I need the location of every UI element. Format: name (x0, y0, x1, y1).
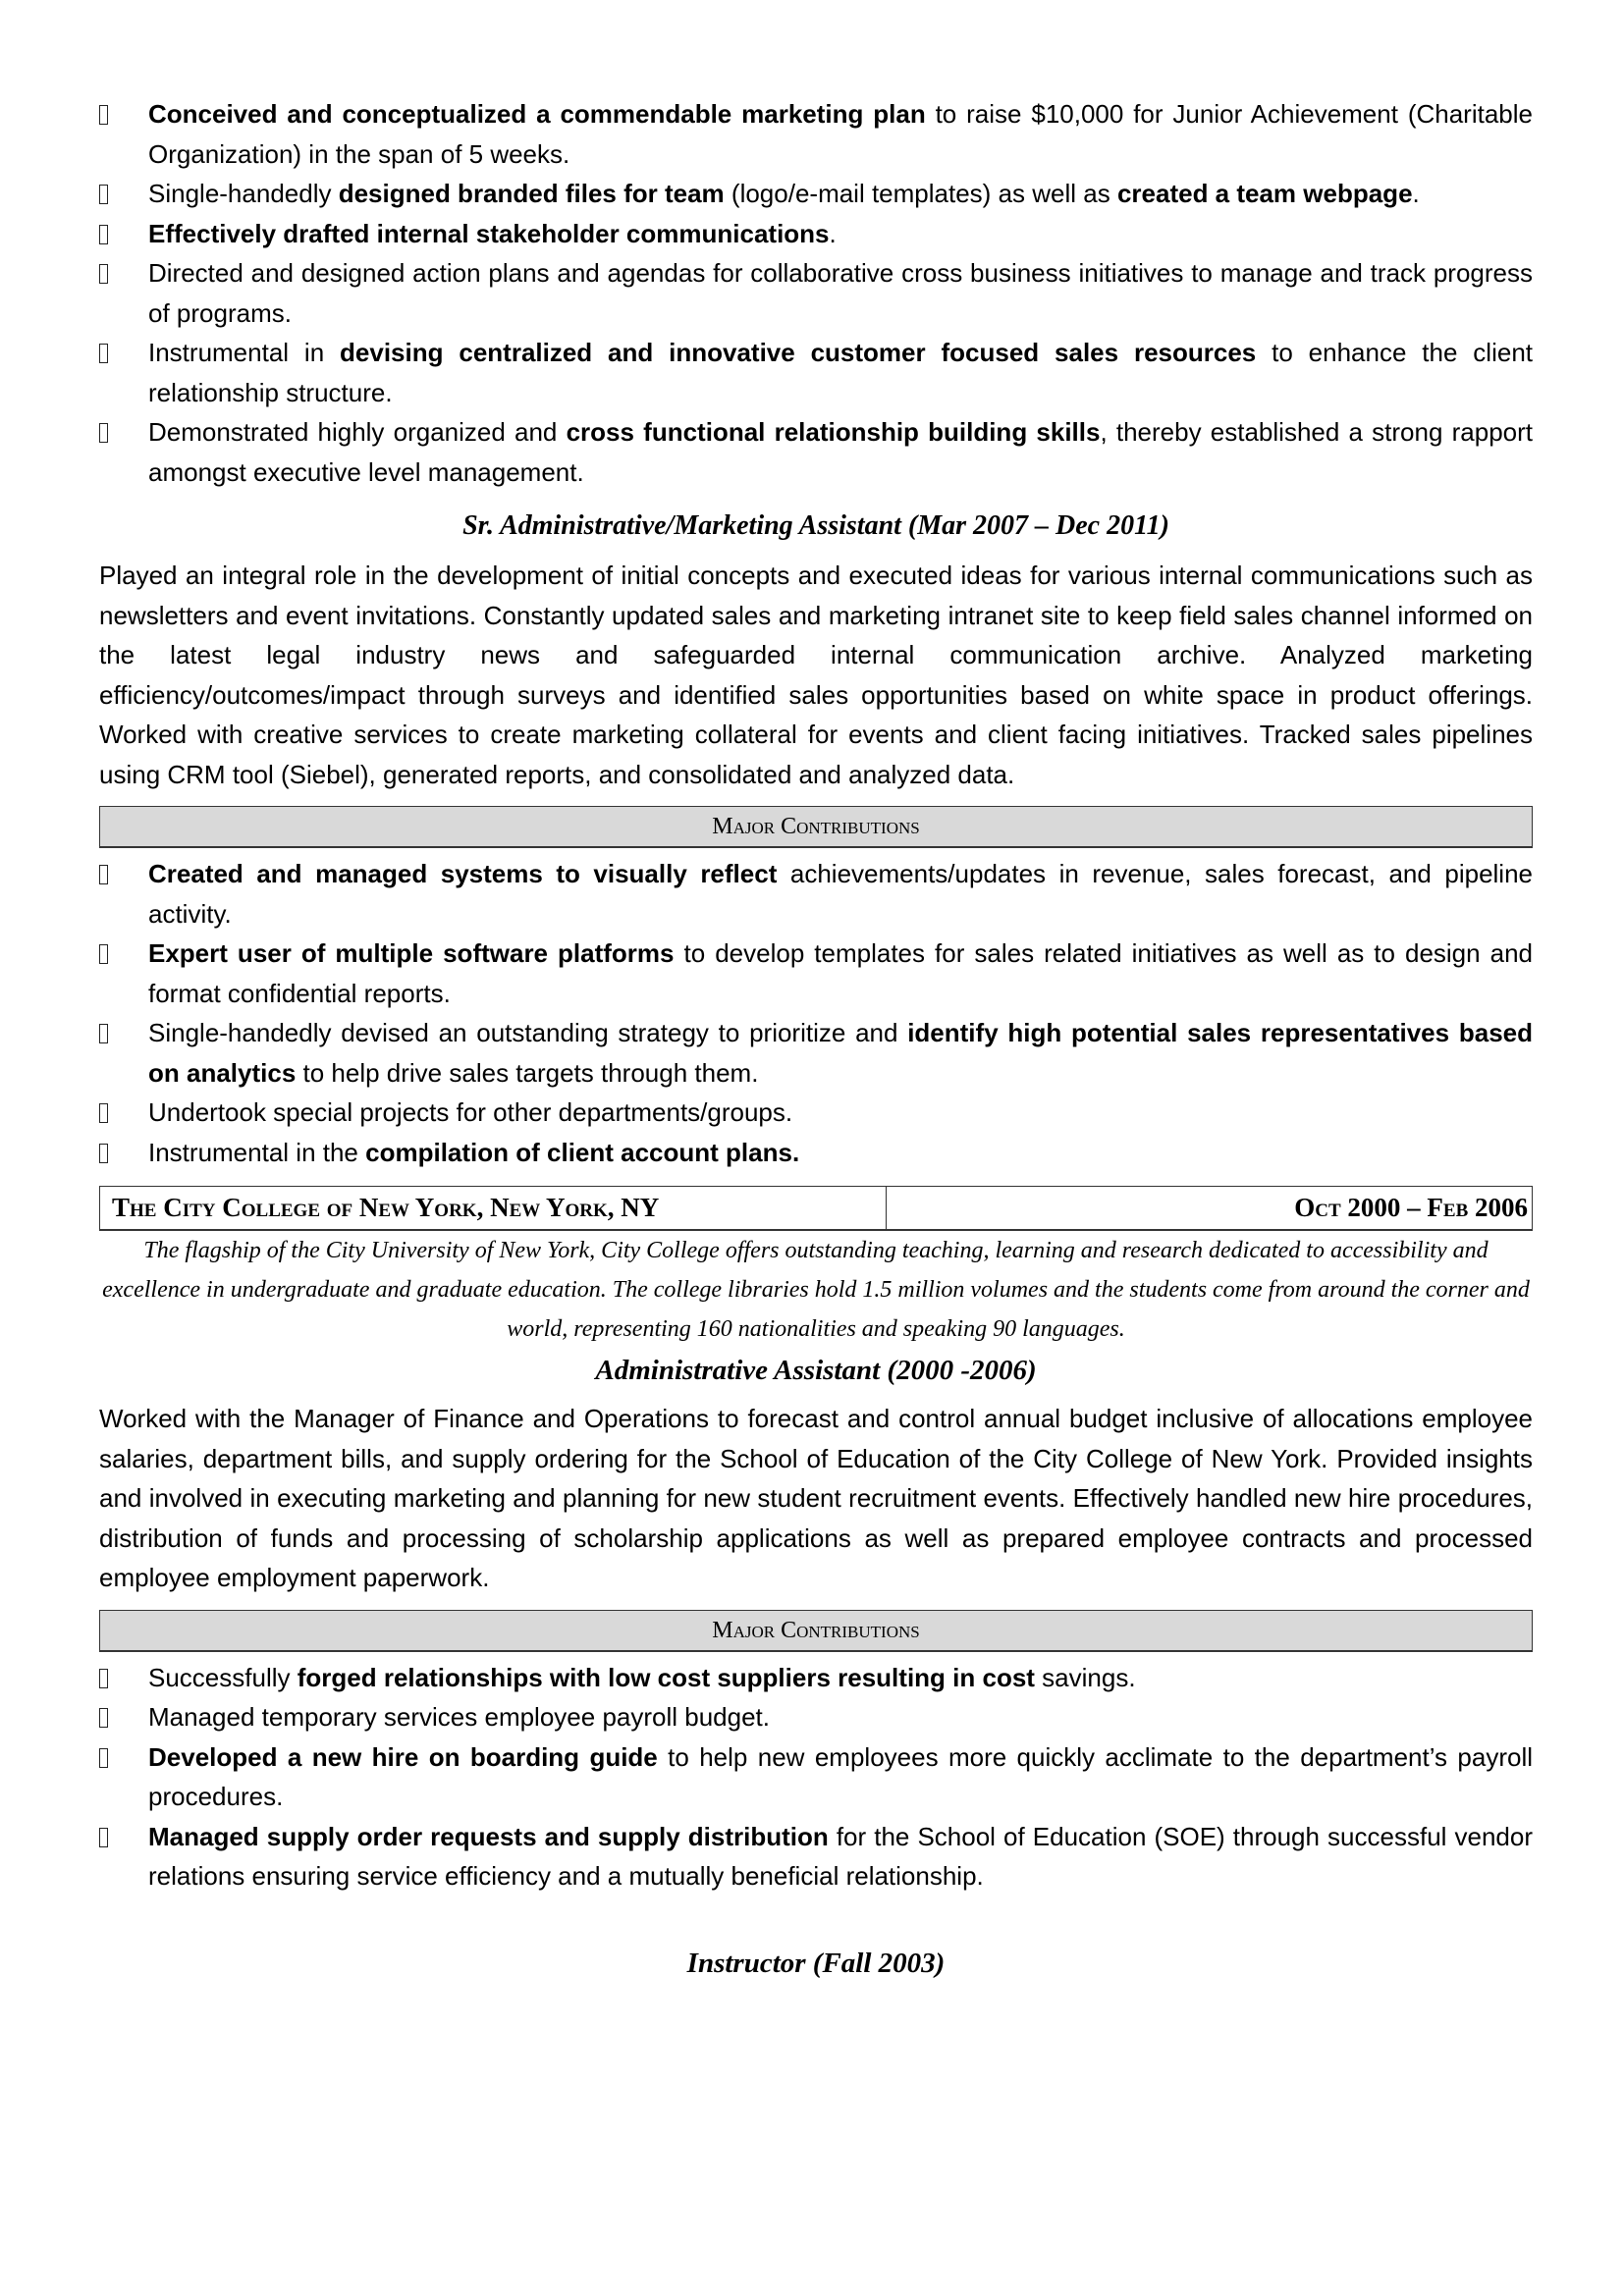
text: Managed temporary services employee payroll budget. (148, 1702, 771, 1732)
bullet-icon (99, 412, 148, 458)
bold-text: Effectively drafted internal stakeholder communications (148, 218, 830, 248)
role1-contributions-list (99, 94, 1533, 492)
text: to develop templates for sales related initiatives as well as to design and format confidential reports. (148, 938, 1533, 1008)
bold-text: designed branded files for team (338, 179, 725, 208)
list-item (99, 1013, 1533, 1093)
bold-text: Developed a new hire on boarding guide (148, 1741, 658, 1772)
list-item (99, 1658, 1533, 1698)
text: Directed and designed action plans and agendas for collaborative cross business initiatives to manage and track progress of programs. (148, 258, 1533, 328)
role2-contributions-list (99, 854, 1533, 1172)
bullet-icon (99, 854, 148, 900)
text: for the School of Education (SOE) through successful vendor relations ensuring service efficiency and a mutually beneficial relationship. (148, 1821, 1533, 1891)
list-item (99, 934, 1533, 1013)
bullet-icon (99, 1133, 148, 1179)
list-item (99, 94, 1533, 174)
list-item (99, 333, 1533, 412)
list-item (99, 854, 1533, 934)
bold-text: Managed supply order requests and supply distribution (148, 1821, 829, 1851)
text: (logo/e-mail templates) as well as (724, 179, 1117, 208)
bold-text: cross functional relationship building skills (566, 417, 1101, 447)
employer-name: The City College of New York, New York, NY (100, 1187, 887, 1229)
bold-text: devising centralized and innovative customer focused sales resources (340, 338, 1257, 367)
list-item (99, 1093, 1533, 1133)
bullet-icon (99, 1013, 148, 1059)
text: savings. (1034, 1662, 1136, 1692)
role3-contributions-list (99, 1658, 1533, 1896)
bullet-icon (99, 1737, 148, 1784)
bullet-icon (99, 1817, 148, 1863)
text: Undertook special projects for other departments/groups. (148, 1097, 793, 1127)
text: to enhance the client relationship structure. (148, 338, 1533, 407)
list-item (99, 1737, 1533, 1817)
role-description-admin-assistant: Worked with the Manager of Finance and Operations to forecast and control annual budget inclusive of allocations employee salaries, department bills, and supply ordering for the School of Education of the City College of New York. Provided insights and involved in executing marketing and planning for new student recruitment events. Effectively handled new hire procedures, distribution of funds and processing of scholarship applications as well as prepared employee contracts and processed employee employment paperwork. (99, 1404, 1533, 1592)
employer-table (99, 1186, 1533, 1231)
list-item (99, 1817, 1533, 1896)
bullet-icon (99, 253, 148, 299)
bold-text: created a team webpage (1116, 179, 1413, 208)
list-item (99, 253, 1533, 333)
bold-text: compilation of client account plans. (365, 1137, 800, 1167)
text: , thereby established a strong rapport amongst executive level management. (148, 417, 1534, 487)
list-item (99, 214, 1533, 254)
text: Demonstrated highly organized and (148, 417, 567, 447)
bullet-icon (99, 333, 148, 379)
employer-dates: Oct 2000 – Feb 2006 (1294, 1193, 1528, 1222)
resume-page (99, 94, 1533, 1980)
text: to help drive sales targets through them. (296, 1057, 759, 1088)
text: to raise $10,000 for Junior Achievement (Charitable Organization) in the span of 5 weeks. (148, 99, 1533, 169)
section-header-major-contributions: Major Contributions (99, 806, 1533, 848)
bullet-icon (99, 934, 148, 980)
employer-blurb: The flagship of the City University of New York, City College offers outstanding teaching, learning and research dedicated to accessibility and excellence in undergraduate and graduate education. The college libraries hold 1.5 million volumes and the students come from around the corner and world, representing 160 nationalities and speaking 90 languages. (102, 1238, 1530, 1342)
text: Instrumental in the (148, 1137, 366, 1167)
text: achievements/updates in revenue, sales forecast, and pipeline activity. (148, 859, 1533, 929)
text: Instrumental in (148, 338, 341, 367)
role-title-instructor: Instructor (Fall 2003) (686, 1947, 946, 1979)
bold-text: Created and managed systems to visually reflect (148, 859, 778, 888)
list-item (99, 1133, 1533, 1173)
bold-text: identify high potential sales representatives based on analytics (148, 1018, 1533, 1088)
section-header-major-contributions-2: Major Contributions (99, 1610, 1533, 1652)
text: Single-handedly (148, 179, 339, 208)
text: . (829, 218, 837, 248)
role-title-sr-admin: Sr. Administrative/Marketing Assistant (Mar 2007 – Dec 2011) (462, 510, 1169, 541)
bold-text: Expert user of multiple software platforms (148, 938, 675, 968)
text: Single-handedly devised an outstanding strategy to prioritize and (148, 1018, 908, 1047)
role-description-sr-admin: Played an integral role in the development of initial concepts and executed ideas for various internal communications such as newsletters and event invitations. Constantly updated sales and marketing intranet site to keep field sales channel informed on the latest legal industry news and safeguarded internal communication archive. Analyzed marketing efficiency/outcomes/impact through surveys and identified sales opportunities based on white space in product offerings. Worked with creative services to create marketing collateral for events and client facing initiatives. Tracked sales pipelines using CRM tool (Siebel), generated reports, and consolidated and analyzed data. (99, 561, 1533, 789)
list-item (99, 1697, 1533, 1737)
role-title-admin-assistant: Administrative Assistant (2000 -2006) (595, 1355, 1037, 1386)
bold-text: forged relationships with low cost suppliers resulting in cost (297, 1662, 1035, 1692)
bullet-icon (99, 94, 148, 140)
list-item (99, 174, 1533, 214)
bold-text: Conceived and conceptualized a commendable marketing plan (148, 99, 926, 129)
text: to help new employees more quickly acclimate to the department’s payroll procedures. (148, 1741, 1533, 1811)
text: . (1412, 179, 1420, 208)
list-item (99, 412, 1533, 492)
text: Successfully (148, 1662, 298, 1692)
